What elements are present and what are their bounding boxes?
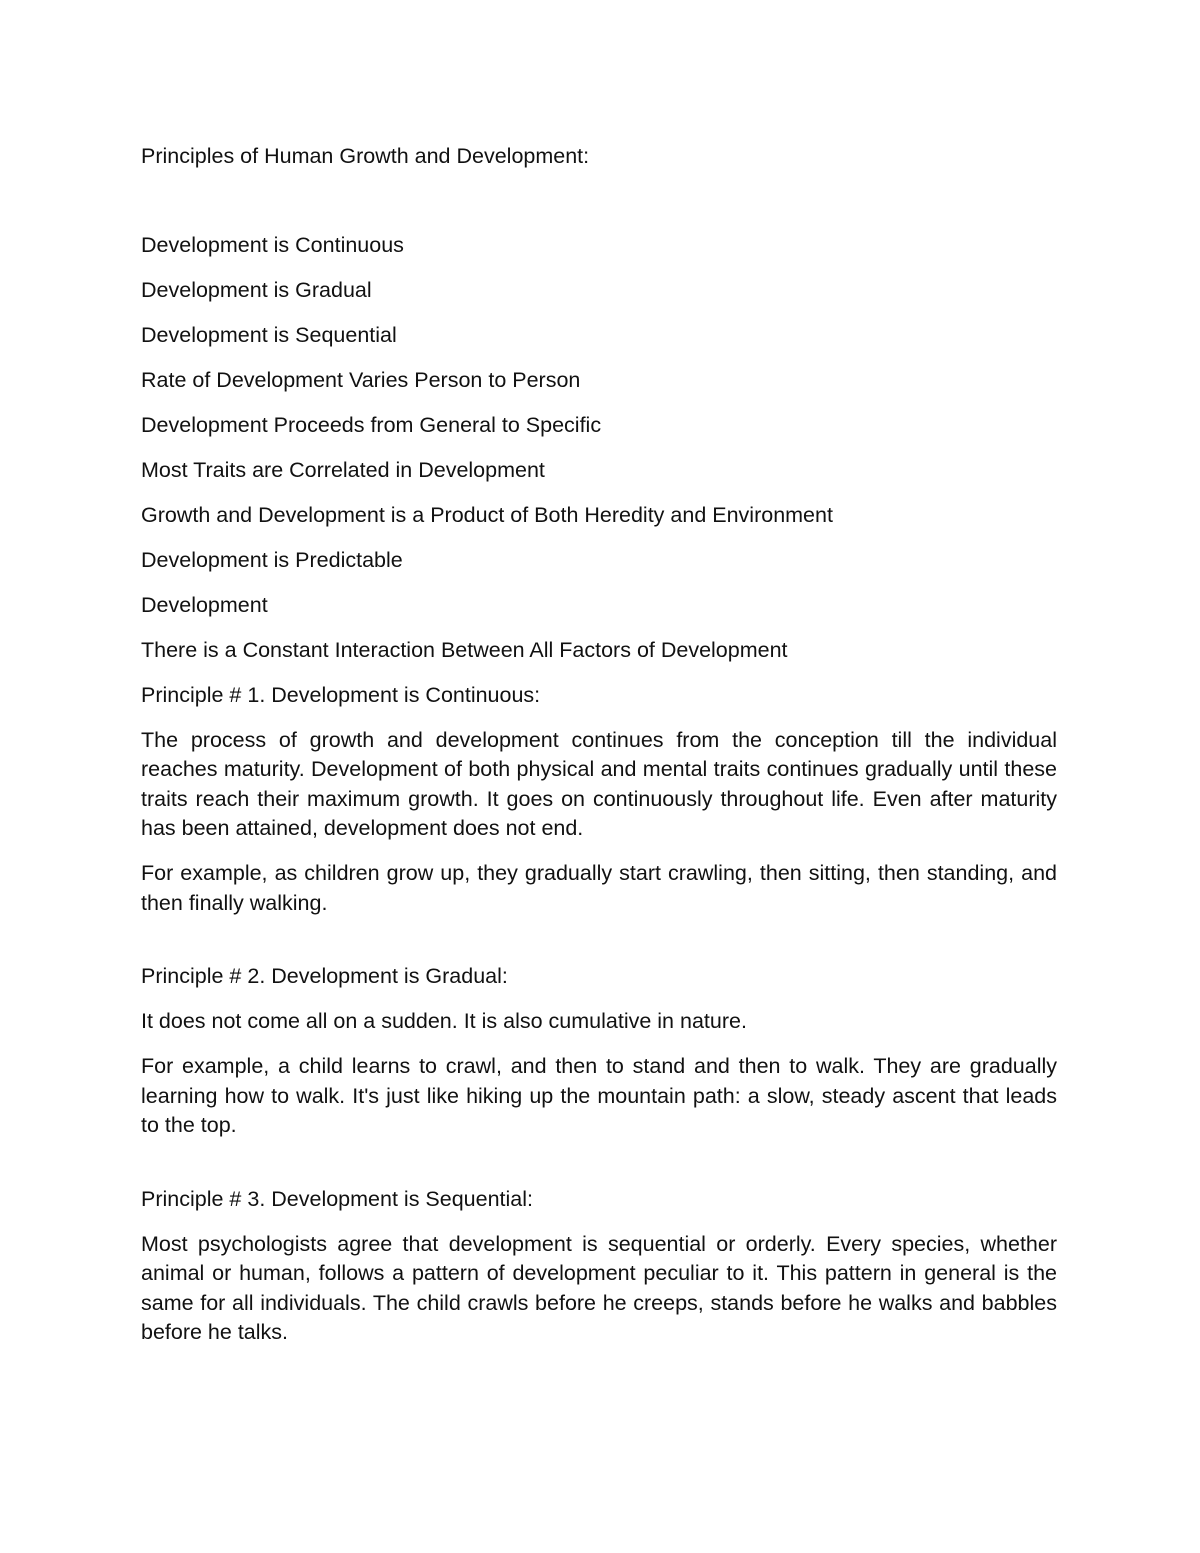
principles-list [141,231,1057,666]
principle-1-section [141,681,1057,919]
principle-list-item: There is a Constant Interaction Between All Factors of Development [141,637,788,662]
principle-list-item: Development is Predictable [141,547,403,572]
principle-2-heading: Principle # 2. Development is Gradual: [141,964,508,988]
principle-list-item: Most Traits are Correlated in Development [141,457,545,482]
principle-1-heading: Principle # 1. Development is Continuous: [141,682,541,707]
principle-2-section [141,962,1057,1141]
principle-list-item: Development is Sequential [141,322,397,347]
principle-2-paragraph: It does not come all on a sudden. It is also cumulative in nature. [141,1009,747,1033]
principle-3-heading: Principle # 3. Development is Sequential: [141,1186,533,1211]
principle-list-item: Development is Continuous [141,232,404,257]
principle-list-item: Rate of Development Varies Person to Person [141,367,581,392]
document-title: Principles of Human Growth and Development: [141,144,590,168]
principle-1-example: For example, as children grow up, they gradually start crawling, then sitting, then standing, and then finally walking. [141,861,1057,915]
principle-3-paragraph: Most psychologists agree that development is sequential or orderly. Every species, whether animal or human, follows a pattern of development peculiar to it. This pattern in general is the same for all individuals. The child crawls before he creeps, stands before he walks and babbles before he talks. [141,1231,1057,1344]
principle-list-item: Development is Gradual [141,277,372,302]
principle-1-paragraph: The process of growth and development continues from the conception till the individual reaches maturity. Development of both physical and mental traits continues gradually until these traits reach their maximum growth. It goes on continuously throughout life. Even after maturity has been attained, development does not end. [141,727,1057,840]
principle-list-item: Growth and Development is a Product of Both Heredity and Environment [141,502,833,527]
principle-list-item: Development Proceeds from General to Specific [141,412,602,437]
principle-2-example: For example, a child learns to crawl, and then to stand and then to walk. They are gradually learning how to walk. It's just like hiking up the mountain path: a slow, steady ascent that leads to the top. [141,1054,1057,1137]
principle-list-item: Development [141,592,268,617]
document-content [141,142,1057,1392]
principle-3-section [141,1185,1057,1348]
